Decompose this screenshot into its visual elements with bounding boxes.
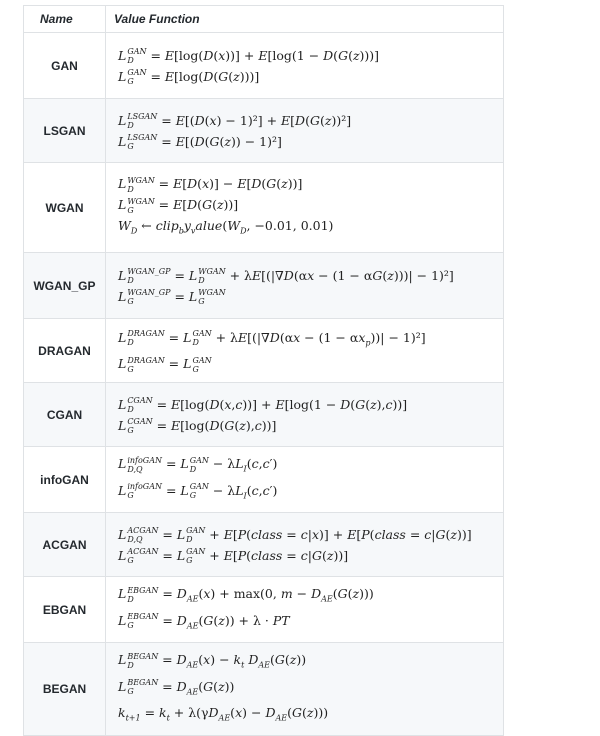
gan-value-function-table — [23, 5, 504, 736]
model-name: WGAN — [24, 163, 106, 253]
table-row — [24, 577, 504, 643]
formula-line: L WGAN D = E[D(x)] − E[D(G(z))] — [118, 175, 303, 194]
table-row — [24, 163, 504, 253]
table-row — [24, 513, 504, 577]
formula-line: L GAN G = E[log(D(G(z)))] — [118, 68, 260, 86]
formula-line: L WGAN G = E[D(G(z))] — [118, 196, 239, 215]
formula-line: L EBGAN G = $D_{AE}(G(z)) + \lambda$ · PT — [118, 612, 290, 630]
name-column-header: Name — [24, 6, 106, 33]
value-function-cell — [106, 319, 504, 383]
value-function-cell — [106, 99, 504, 163]
formula-line: L CGAN D = E[log(D(x,c))] + E[log(1 − D(G(z),c))] — [118, 396, 408, 414]
value-function-cell — [106, 383, 504, 447]
formula-line: L WGAN_GP D = L WGAN D + λE[(|∇D(αx − (1 − αG(z)))| − 1)²] — [118, 267, 454, 285]
model-name: GAN — [24, 33, 106, 99]
model-name: infoGAN — [24, 447, 106, 513]
model-name: LSGAN — [24, 99, 106, 163]
formula-line: L ACGAN D,Q = L GAN D + E[P(class = c|x)] + E[P(class = c|G(z))] — [118, 526, 472, 544]
table-row — [24, 447, 504, 513]
formula-line: L LSGAN G = E[(D(G(z)) − 1)²] — [118, 133, 282, 151]
formula-line: L BEGAN G = $D_{AE}(G(z))$ — [118, 678, 235, 696]
table-row — [24, 319, 504, 383]
value-function-column-header: Value Function — [106, 6, 504, 33]
value-function-cell — [106, 447, 504, 513]
model-name: EBGAN — [24, 577, 106, 643]
formula-line: $W_D$ ← $clip_by_value(W_D$, −0.01, 0.01) — [118, 218, 334, 236]
table-body — [24, 33, 504, 736]
formula-line: L LSGAN D = E[(D(x) − 1)²] + E[D(G(z))²] — [118, 112, 352, 130]
formula-line: L WGAN_GP G = L WGAN G — [118, 288, 226, 306]
table-row — [24, 33, 504, 99]
table-row — [24, 253, 504, 319]
formula-line: L infoGAN G = L GAN G − $\lambda L_I(c,c')$ — [118, 482, 278, 500]
formula-line: L ACGAN G = L GAN G + E[P(class = c|G(z))] — [118, 547, 349, 565]
value-function-cell — [106, 253, 504, 319]
header-row — [24, 6, 504, 33]
formula-line: L EBGAN D = $D_{AE}(x) + \max(0$, $m - D_{AE}(G(z))$) — [118, 585, 374, 604]
model-name: DRAGAN — [24, 319, 106, 383]
table-row — [24, 383, 504, 447]
model-name: ACGAN — [24, 513, 106, 577]
value-function-cell — [106, 33, 504, 99]
table-row — [24, 643, 504, 736]
formula-line: L CGAN G = E[log(D(G(z),c))] — [118, 417, 277, 435]
value-function-cell — [106, 577, 504, 643]
formula-line: L DRAGAN G = L GAN G — [118, 355, 212, 374]
value-function-cell — [106, 513, 504, 577]
value-function-cell — [106, 643, 504, 736]
formula-line: L infoGAN D,Q = L GAN D − $\lambda L_I(c,c')$ — [118, 455, 278, 474]
formula-line: $k_{t+1} = k_t + \lambda(\gamma D_{AE}(x) - D_{AE}(G(z)))$ — [118, 705, 329, 723]
model-name: WGAN_GP — [24, 253, 106, 319]
formula-line: L DRAGAN D = L GAN D + $\lambda E[(|\nabla D(\alpha x - (1 - \alpha x_p))| - 1)^2]$ — [118, 329, 426, 348]
formula-line: L BEGAN D = $D_{AE}(x) - k_t$ $D_{AE}(G(z))$ — [118, 651, 307, 670]
value-function-cell — [106, 163, 504, 253]
table-row — [24, 99, 504, 163]
model-name: CGAN — [24, 383, 106, 447]
formula-line: L GAN D = E[log(D(x))] + E[log(1 − D(G(z)))] — [118, 47, 380, 65]
model-name: BEGAN — [24, 643, 106, 736]
